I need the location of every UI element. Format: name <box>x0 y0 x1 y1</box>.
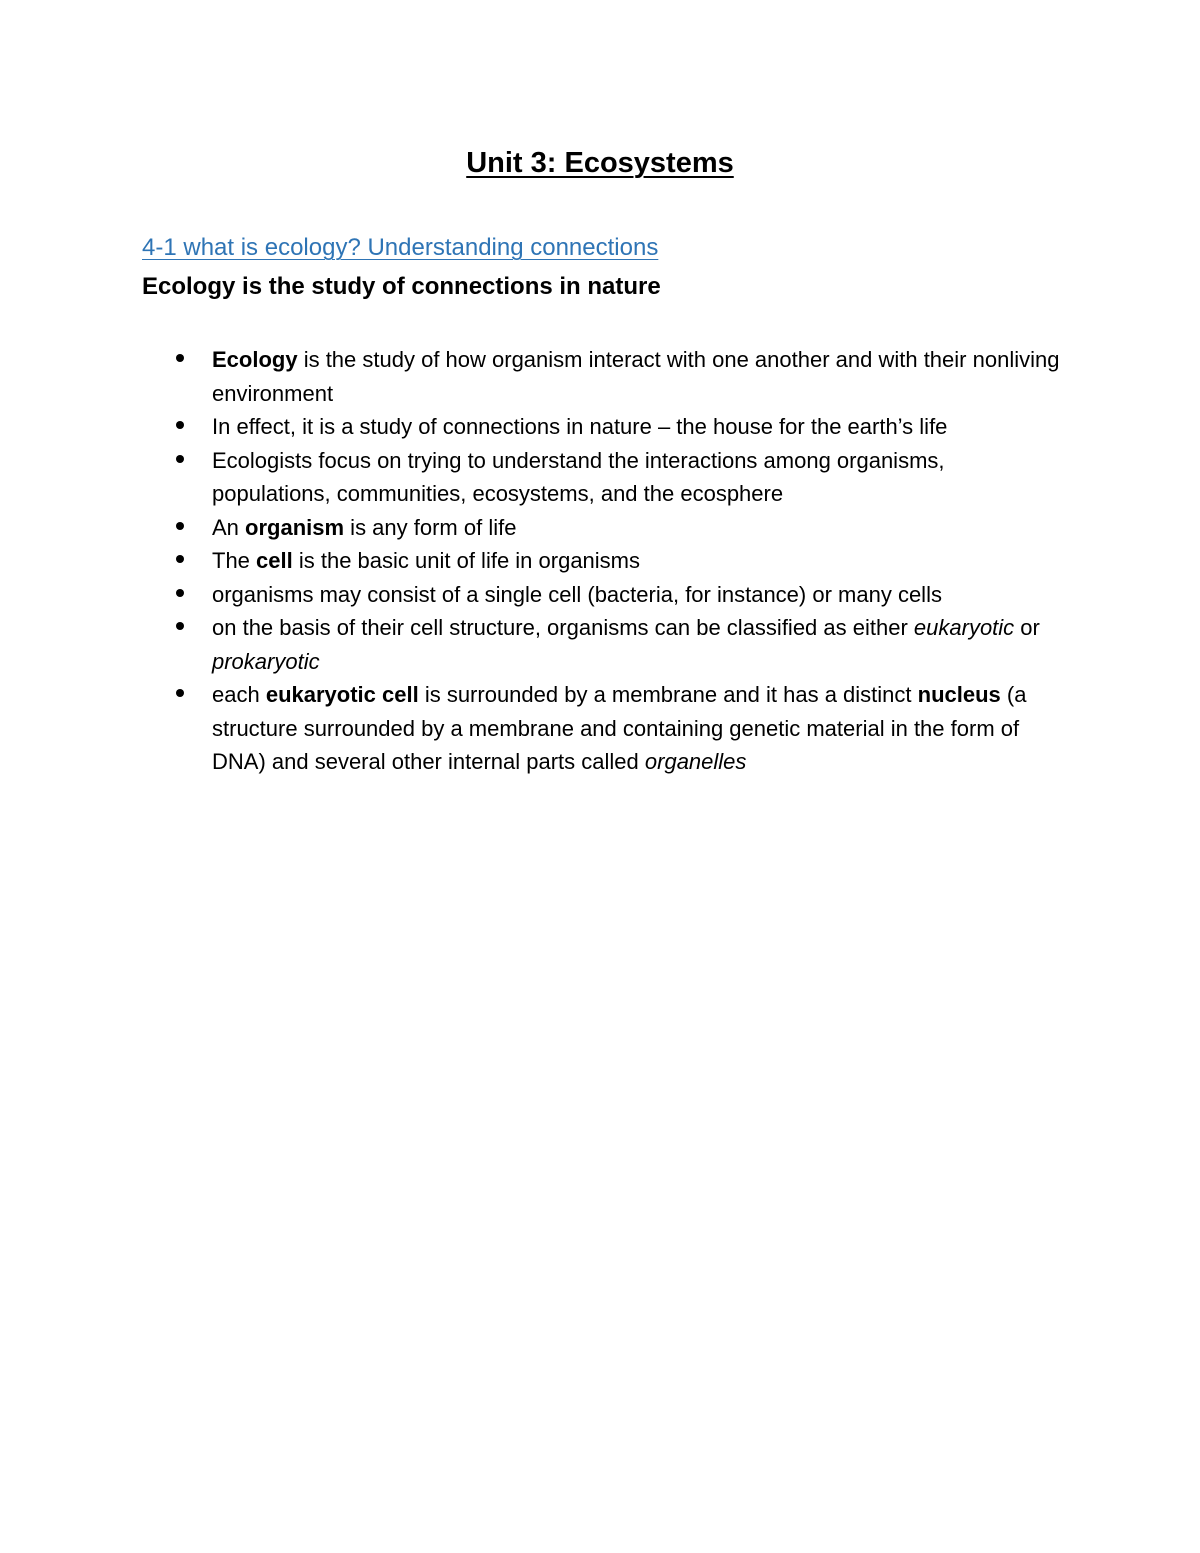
bullet-text-part: An <box>212 514 246 540</box>
list-item <box>0 444 1200 511</box>
page-title <box>0 143 1200 183</box>
bullet-icon <box>176 622 184 630</box>
bullet-text <box>212 678 1060 779</box>
bullet-text <box>212 544 1060 578</box>
bullet-list <box>0 343 1200 779</box>
bullet-icon <box>176 689 184 697</box>
section-heading: Ecology is the study of connections in nature <box>142 273 661 300</box>
bold-term: Ecology <box>212 347 298 372</box>
italic-term: eukaryotic <box>913 615 1015 640</box>
bullet-icon <box>176 522 184 530</box>
bullet-icon <box>176 555 184 563</box>
bold-term: cell <box>256 548 293 573</box>
list-item <box>0 578 1200 612</box>
bullet-text-part: is any form of life <box>344 514 517 540</box>
bullet-text-part: or <box>1014 615 1040 640</box>
list-item <box>0 410 1200 444</box>
page-title-text: Unit 3: Ecosystems <box>466 147 734 179</box>
bullet-icon <box>176 589 184 597</box>
bullet-text <box>212 343 1060 410</box>
bullet-text-part: is the basic unit of life in organisms <box>292 548 641 573</box>
bullet-text: Ecologists focus on trying to understand the interactions among organisms, populations, communities, ecosystems, and the ecosphere <box>212 447 945 506</box>
bullet-text-part: The <box>212 548 257 573</box>
bold-term: organism <box>245 514 345 540</box>
bullet-text <box>212 511 1060 545</box>
bullet-text <box>212 611 1060 678</box>
bullet-text-part: each <box>212 682 266 707</box>
list-item <box>0 611 1200 678</box>
italic-term: prokaryotic <box>212 648 320 674</box>
list-item <box>0 678 1200 779</box>
bullet-text-part: (a structure surrounded by a membrane and containing genetic material in the form of DNA) and several other internal parts called <box>212 682 1027 774</box>
section-subheading-link[interactable]: 4-1 what is ecology? Understanding connections <box>142 234 659 261</box>
bullet-text-part: is surrounded by a membrane and it has a distinct <box>418 682 918 707</box>
italic-term: organelles <box>644 749 747 774</box>
bullet-text: In effect, it is a study of connections in nature – the house for the earth’s life <box>212 414 948 439</box>
list-item <box>0 511 1200 545</box>
bullet-text-part: on the basis of their cell structure, organisms can be classified as either <box>212 615 914 640</box>
bullet-text: organisms may consist of a single cell (bacteria, for instance) or many cells <box>212 581 942 607</box>
list-item <box>0 544 1200 578</box>
list-item <box>0 343 1200 410</box>
bold-term: eukaryotic cell <box>265 682 419 707</box>
bullet-text-part: is the study of how organism interact with one another and with their nonliving environment <box>212 347 1060 406</box>
bullet-icon <box>176 455 184 463</box>
bullet-icon <box>176 354 184 362</box>
bullet-icon <box>176 421 184 429</box>
bold-term: nucleus <box>917 682 1001 707</box>
